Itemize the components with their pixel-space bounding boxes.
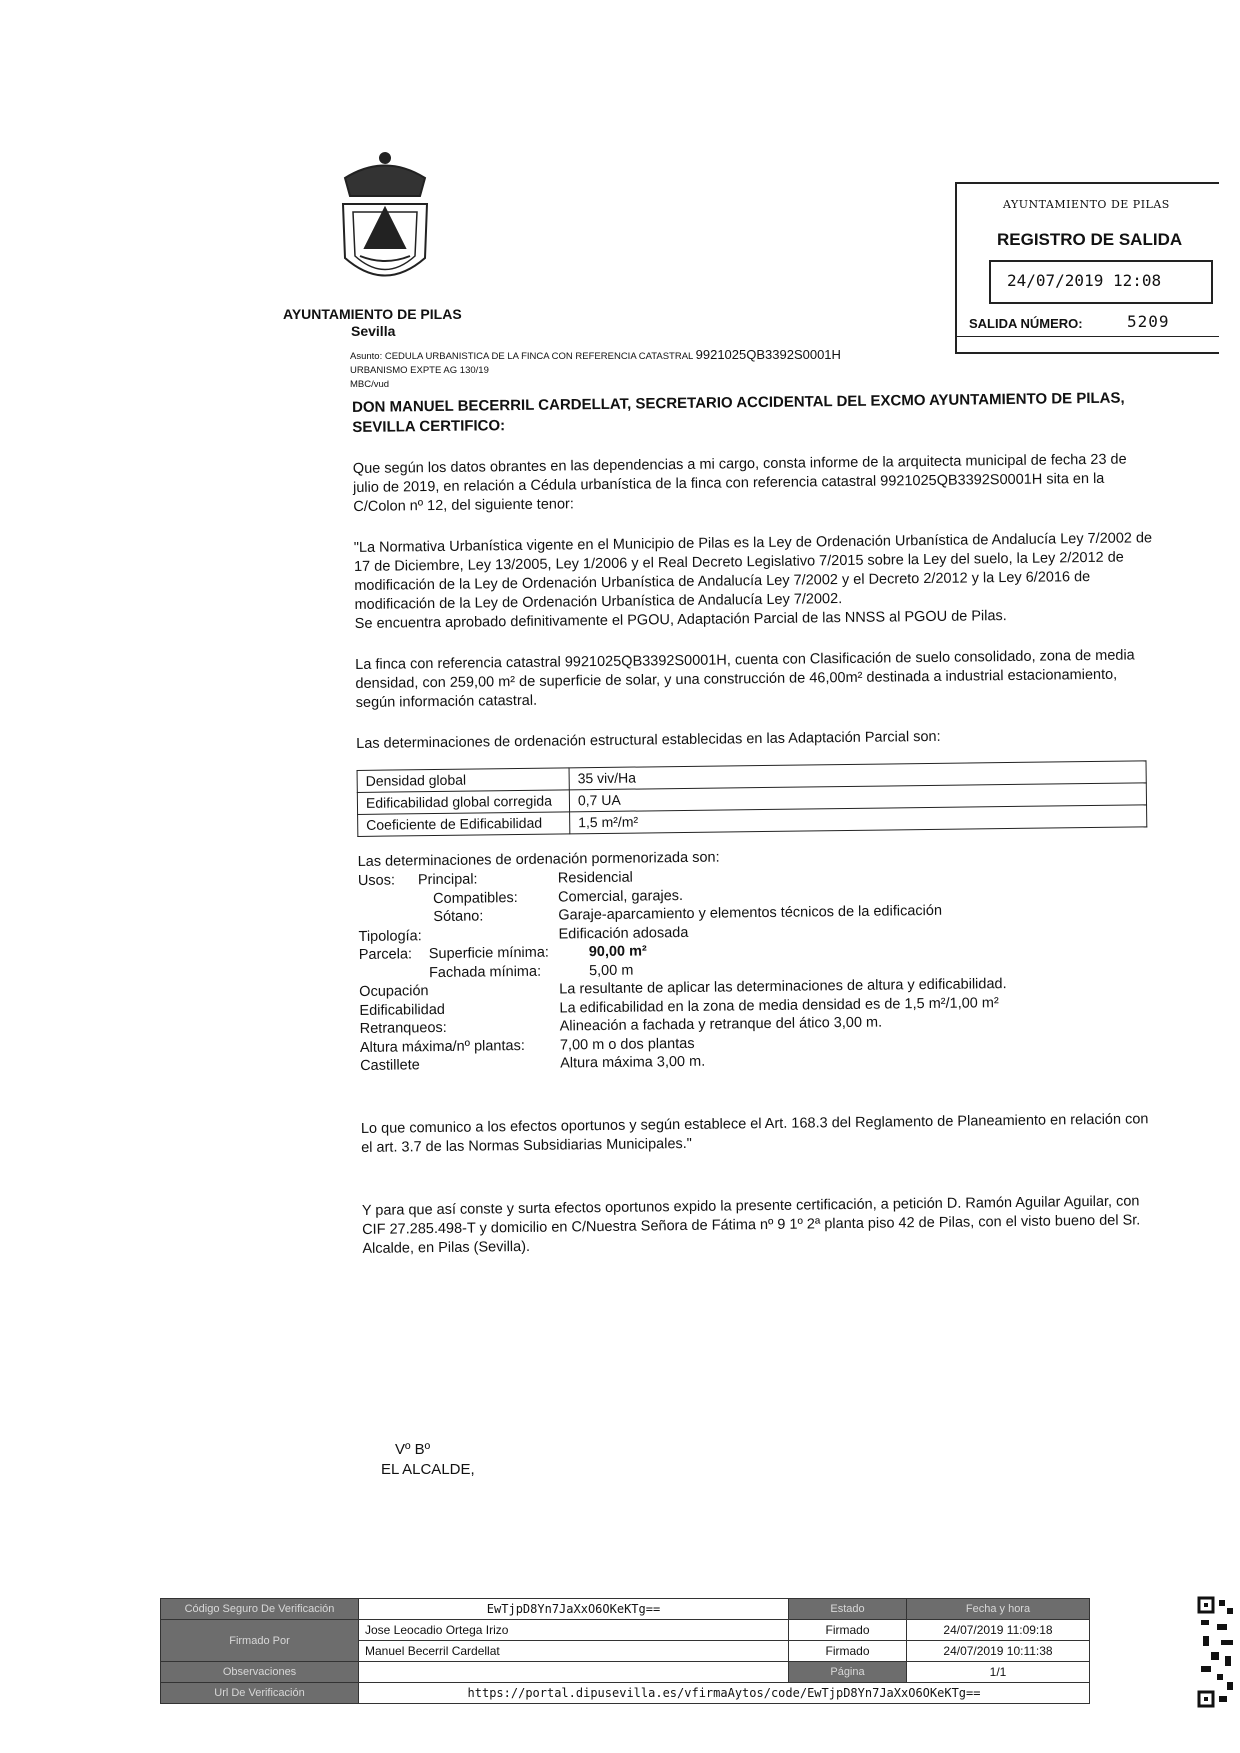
estado-label: Estado: [789, 1599, 907, 1620]
csv-label: Código Seguro De Verificación: [161, 1599, 359, 1620]
subject-block: [350, 348, 841, 392]
expediente: URBANISMO EXPTE AG 130/19: [350, 365, 489, 376]
date-2: 24/07/2019 10:11:38: [907, 1641, 1090, 1662]
ocupacion-label: Ocupación: [359, 983, 429, 1000]
parcela-label: Parcela:: [358, 946, 413, 963]
org-city: Sevilla: [351, 323, 396, 339]
document-body: [352, 388, 1162, 1258]
pagina-label: Página: [789, 1662, 907, 1683]
fach-min-label: Fachada mínima:: [428, 963, 542, 981]
sup-min-label: Superficie mínima:: [428, 944, 549, 963]
alcalde-label: EL ALCALDE,: [381, 1461, 475, 1478]
principal-value: Residencial: [557, 869, 633, 887]
edificabilidad-value: La edificabilidad en la zona de media densidad es de 1,5 m²/1,00 m²: [559, 994, 999, 1017]
sotano-label: Sótano:: [433, 908, 484, 926]
structural-table: [357, 760, 1148, 837]
table-cell-value: 35 viv/Ha: [569, 761, 1146, 790]
tipologia-label: Tipología:: [358, 927, 422, 945]
status-1: Firmado: [789, 1620, 907, 1641]
fach-min-value: 5,00 m: [588, 962, 634, 979]
asunto-label: Asunto: CEDULA URBANISTICA DE LA FINCA CON REFERENCIA CATASTRAL: [350, 351, 693, 362]
det-title: Las determinaciones de ordenación pormenorizada son:: [357, 849, 720, 870]
sotano-value: Garaje-aparcamiento y elementos técnicos de la edificación: [558, 902, 943, 924]
edificabilidad-label: Edificabilidad: [359, 1001, 446, 1019]
observaciones-label: Observaciones: [161, 1662, 359, 1683]
date-1: 24/07/2019 11:09:18: [907, 1620, 1090, 1641]
table-cell-label: Densidad global: [357, 768, 569, 793]
ocupacion-value: La resultante de aplicar las determinaciones de altura y edificabilidad.: [559, 976, 1007, 998]
castillete-label: Castillete: [360, 1057, 420, 1074]
signer-1: Jose Leocadio Ortega Irizo: [359, 1620, 789, 1641]
csv-code: EwTjpD8Yn7JaXxO6OKeKTg==: [359, 1599, 789, 1620]
stamp-date-box: [989, 260, 1213, 304]
paragraph-6: Lo que comunico a los efectos oportunos y según establece el Art. 168.3 del Reglamento de Planeamiento en relación con el art. 3.7 de las Normas Subsidiarias Municipales.": [360, 1110, 1149, 1156]
compatibles-value: Comercial, garajes.: [558, 887, 684, 906]
paragraph-3: Se encuentra aprobado definitivamente el PGOU, Adaptación Parcial de las NNSS al PGOU de Pilas.: [354, 608, 1007, 632]
retranqueos-label: Retranqueos:: [359, 1019, 447, 1037]
paragraph-1: Que según los datos obrantes en las dependencias a mi cargo, consta informe de la arquitecta municipal de fecha 23 de julio de 2019, en relación a Cédula urbanística de la finca con referencia catastral 9921025QB3392S0001H sita en la C/Colon nº 12, del siguiente tenor:: [352, 451, 1127, 515]
municipal-crest-logo: [325, 148, 445, 296]
table-cell-value: 1,5 m²/m²: [570, 805, 1147, 834]
signature-verification-footer: [160, 1598, 1090, 1704]
registro-salida-stamp: [955, 182, 1219, 354]
stamp-number: 5209: [1127, 312, 1170, 331]
heading-line1: DON MANUEL BECERRIL CARDELLAT, SECRETARIO ACCIDENTAL DEL EXCMO AYUNTAMIENTO DE PILAS,: [352, 389, 1125, 416]
url-label: Url De Verificación: [161, 1683, 359, 1704]
paragraph-2: "La Normativa Urbanística vigente en el Municipio de Pilas es la Ley de Ordenación Urbanística de Andalucía Ley 7/2002 de 17 de Diciembre, Ley 13/2005, Ley 1/2006 y el Real Decreto Legislativo 7/2015 sobre la Ley del suelo, la Ley 2/2012 de modificación de la Ley de Ordenación Urbanística de Andalucía Ley 7/2002 y el Decreto 2/2012 y la Ley 6/2016 de modificación de la Ley de Ordenación Urbanística de Andalucía Ley 7/2002.: [353, 530, 1153, 613]
castillete-value: Altura máxima 3,00 m.: [560, 1053, 706, 1072]
initials: MBC/vud: [350, 379, 390, 390]
paragraph-5: Las determinaciones de ordenación estructural establecidas en las Adaptación Parcial son:: [356, 728, 941, 752]
paragraph-4: La finca con referencia catastral 9921025QB3392S0001H, cuenta con Clasificación de suelo consolidado, zona de media densidad, con 259,00 m² de superficie de solar, y una construcción de 46,00m² destinada a industrial estacionamiento, según información catastral.: [355, 647, 1135, 711]
fecha-label: Fecha y hora: [907, 1599, 1090, 1620]
stamp-org: AYUNTAMIENTO DE PILAS: [1003, 198, 1170, 211]
org-name: AYUNTAMIENTO DE PILAS: [283, 306, 462, 322]
tipologia-value: Edificación adosada: [558, 924, 689, 943]
principal-label: Principal:: [417, 871, 478, 889]
verification-url[interactable]: https://portal.dipusevilla.es/vfirmaAytos/code/EwTjpD8Yn7JaXxO6OKeKTg==: [359, 1683, 1090, 1704]
compatibles-label: Compatibles:: [433, 889, 518, 907]
table-cell-label: Edificabilidad global corregida: [357, 790, 569, 815]
sup-min-value: 90,00 m²: [588, 943, 647, 961]
usos-label: Usos:: [357, 872, 396, 889]
table-cell-label: Coeficiente de Edificabilidad: [358, 812, 570, 837]
stamp-number-label: SALIDA NÚMERO:: [969, 316, 1083, 331]
stamp-divider: [957, 336, 1219, 337]
signoff: [381, 1440, 475, 1480]
signer-2: Manuel Becerril Cardellat: [359, 1641, 789, 1662]
visto-bueno: Vº Bº: [395, 1441, 431, 1458]
heading-line2: SEVILLA CERTIFICO:: [352, 417, 506, 436]
detailed-determinations: [358, 843, 1161, 1075]
altura-value: 7,00 m o dos plantas: [559, 1035, 695, 1054]
table-cell-value: 0,7 UA: [569, 783, 1146, 812]
organization-header: [283, 306, 462, 340]
asunto-ref: 9921025QB3392S0001H: [695, 347, 841, 362]
altura-label: Altura máxima/nº plantas:: [359, 1037, 525, 1056]
stamp-title: REGISTRO DE SALIDA: [997, 230, 1183, 249]
pagina-value: 1/1: [907, 1662, 1090, 1683]
qr-code-icon: [1197, 1596, 1237, 1716]
stamp-datetime: 24/07/2019 12:08: [1007, 271, 1162, 290]
status-2: Firmado: [789, 1641, 907, 1662]
firmado-por-label: Firmado Por: [161, 1620, 359, 1662]
retranqueos-value: Alineación a fachada y retranque del ático 3,00 m.: [559, 1014, 883, 1035]
paragraph-7: Y para que así conste y surta efectos oportunos expido la presente certificación, a petición D. Ramón Aguilar Aguilar, con CIF 27.285.498-T y domicilio en C/Nuestra Señora de Fátima nº 9 1º 2ª planta piso 42 de Pilas, con el visto bueno del Sr. Alcalde, en Pilas (Sevilla).: [361, 1192, 1141, 1257]
